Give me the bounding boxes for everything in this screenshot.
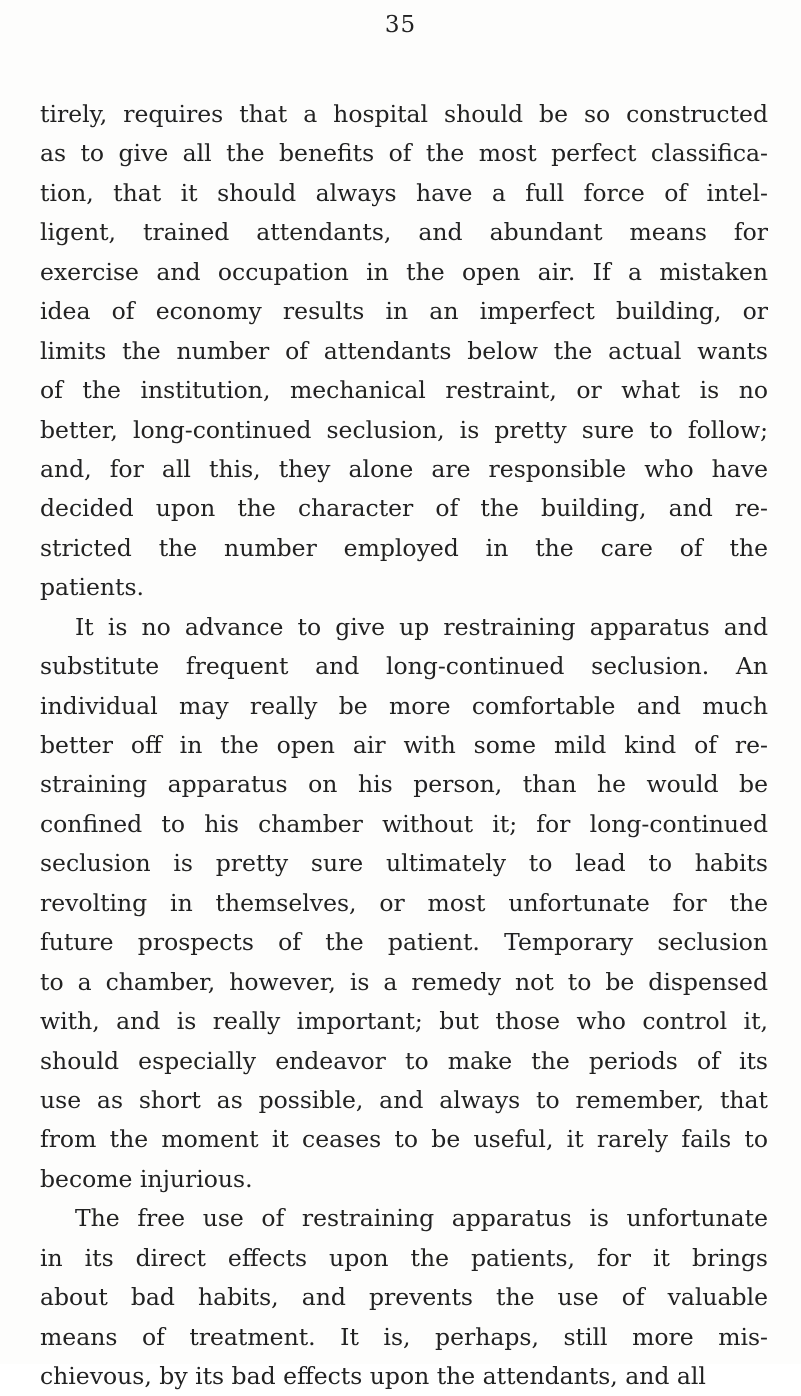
text-line: individual may really be more comfortable and much (40, 691, 768, 720)
text-line: should especially endeavor to make the periods of its (40, 1046, 768, 1075)
text-line: to a chamber, however, is a remedy not to be dispensed (40, 967, 768, 996)
text-line: revolting in themselves, or most unfortunate for the (40, 888, 768, 917)
text-line: decided upon the character of the building, and re- (40, 494, 768, 523)
text-line: future prospects of the patient. Temporary seclusion (40, 928, 768, 957)
text-line: ligent, trained attendants, and abundant means for (40, 218, 768, 247)
text-line: use as short as possible, and always to remember, that (40, 1085, 768, 1114)
page-number: 35 (384, 12, 417, 38)
text-line: better, long-continued seclusion, is pretty sure to follow; (40, 415, 768, 444)
text-line: substitute frequent and long-continued seclusion. An (40, 652, 768, 681)
text-line: patients. (40, 573, 145, 602)
text-line: idea of economy results in an imperfect building, or (40, 297, 768, 326)
body-text (40, 95, 768, 1396)
text-line: confined to his chamber without it; for long-continued (40, 809, 768, 838)
text-line: exercise and occupation in the open air. If a mistaken (40, 257, 768, 286)
text-line: It is no advance to give up restraining apparatus and (75, 612, 768, 641)
text-line: about bad habits, and prevents the use of valuable (40, 1283, 768, 1312)
text-line: limits the number of attendants below the actual wants (40, 336, 768, 365)
text-line: seclusion is pretty sure ultimately to lead to habits (40, 849, 768, 878)
text-line: tirely, requires that a hospital should be so constructed (40, 100, 768, 128)
text-line: straining apparatus on his person, than he would be (40, 770, 768, 799)
text-line: means of treatment. It is, perhaps, still more mis- (40, 1322, 768, 1351)
text-line: of the institution, mechanical restraint, or what is no (40, 376, 768, 405)
text-line: as to give all the benefits of the most perfect classifica- (40, 139, 768, 168)
text-line: become injurious. (40, 1164, 253, 1193)
paragraph (40, 95, 768, 608)
text-line: better off in the open air with some mild kind of re- (40, 731, 768, 759)
text-line: stricted the number employed in the care of the (40, 533, 768, 562)
text-line: and, for all this, they alone are responsible who have (40, 454, 768, 483)
text-line: with, and is really important; but those who control it, (40, 1007, 768, 1036)
text-line: The free use of restraining apparatus is unfortunate (75, 1204, 768, 1233)
paragraph (40, 1199, 768, 1396)
text-line: chievous, by its bad effects upon the attendants, and all (40, 1362, 706, 1390)
text-line: tion, that it should always have a full force of intel- (40, 178, 768, 207)
text-line: from the moment it ceases to be useful, it rarely fails to (40, 1125, 768, 1154)
paragraph (40, 608, 768, 1200)
text-line: in its direct effects upon the patients, for it brings (40, 1243, 768, 1272)
